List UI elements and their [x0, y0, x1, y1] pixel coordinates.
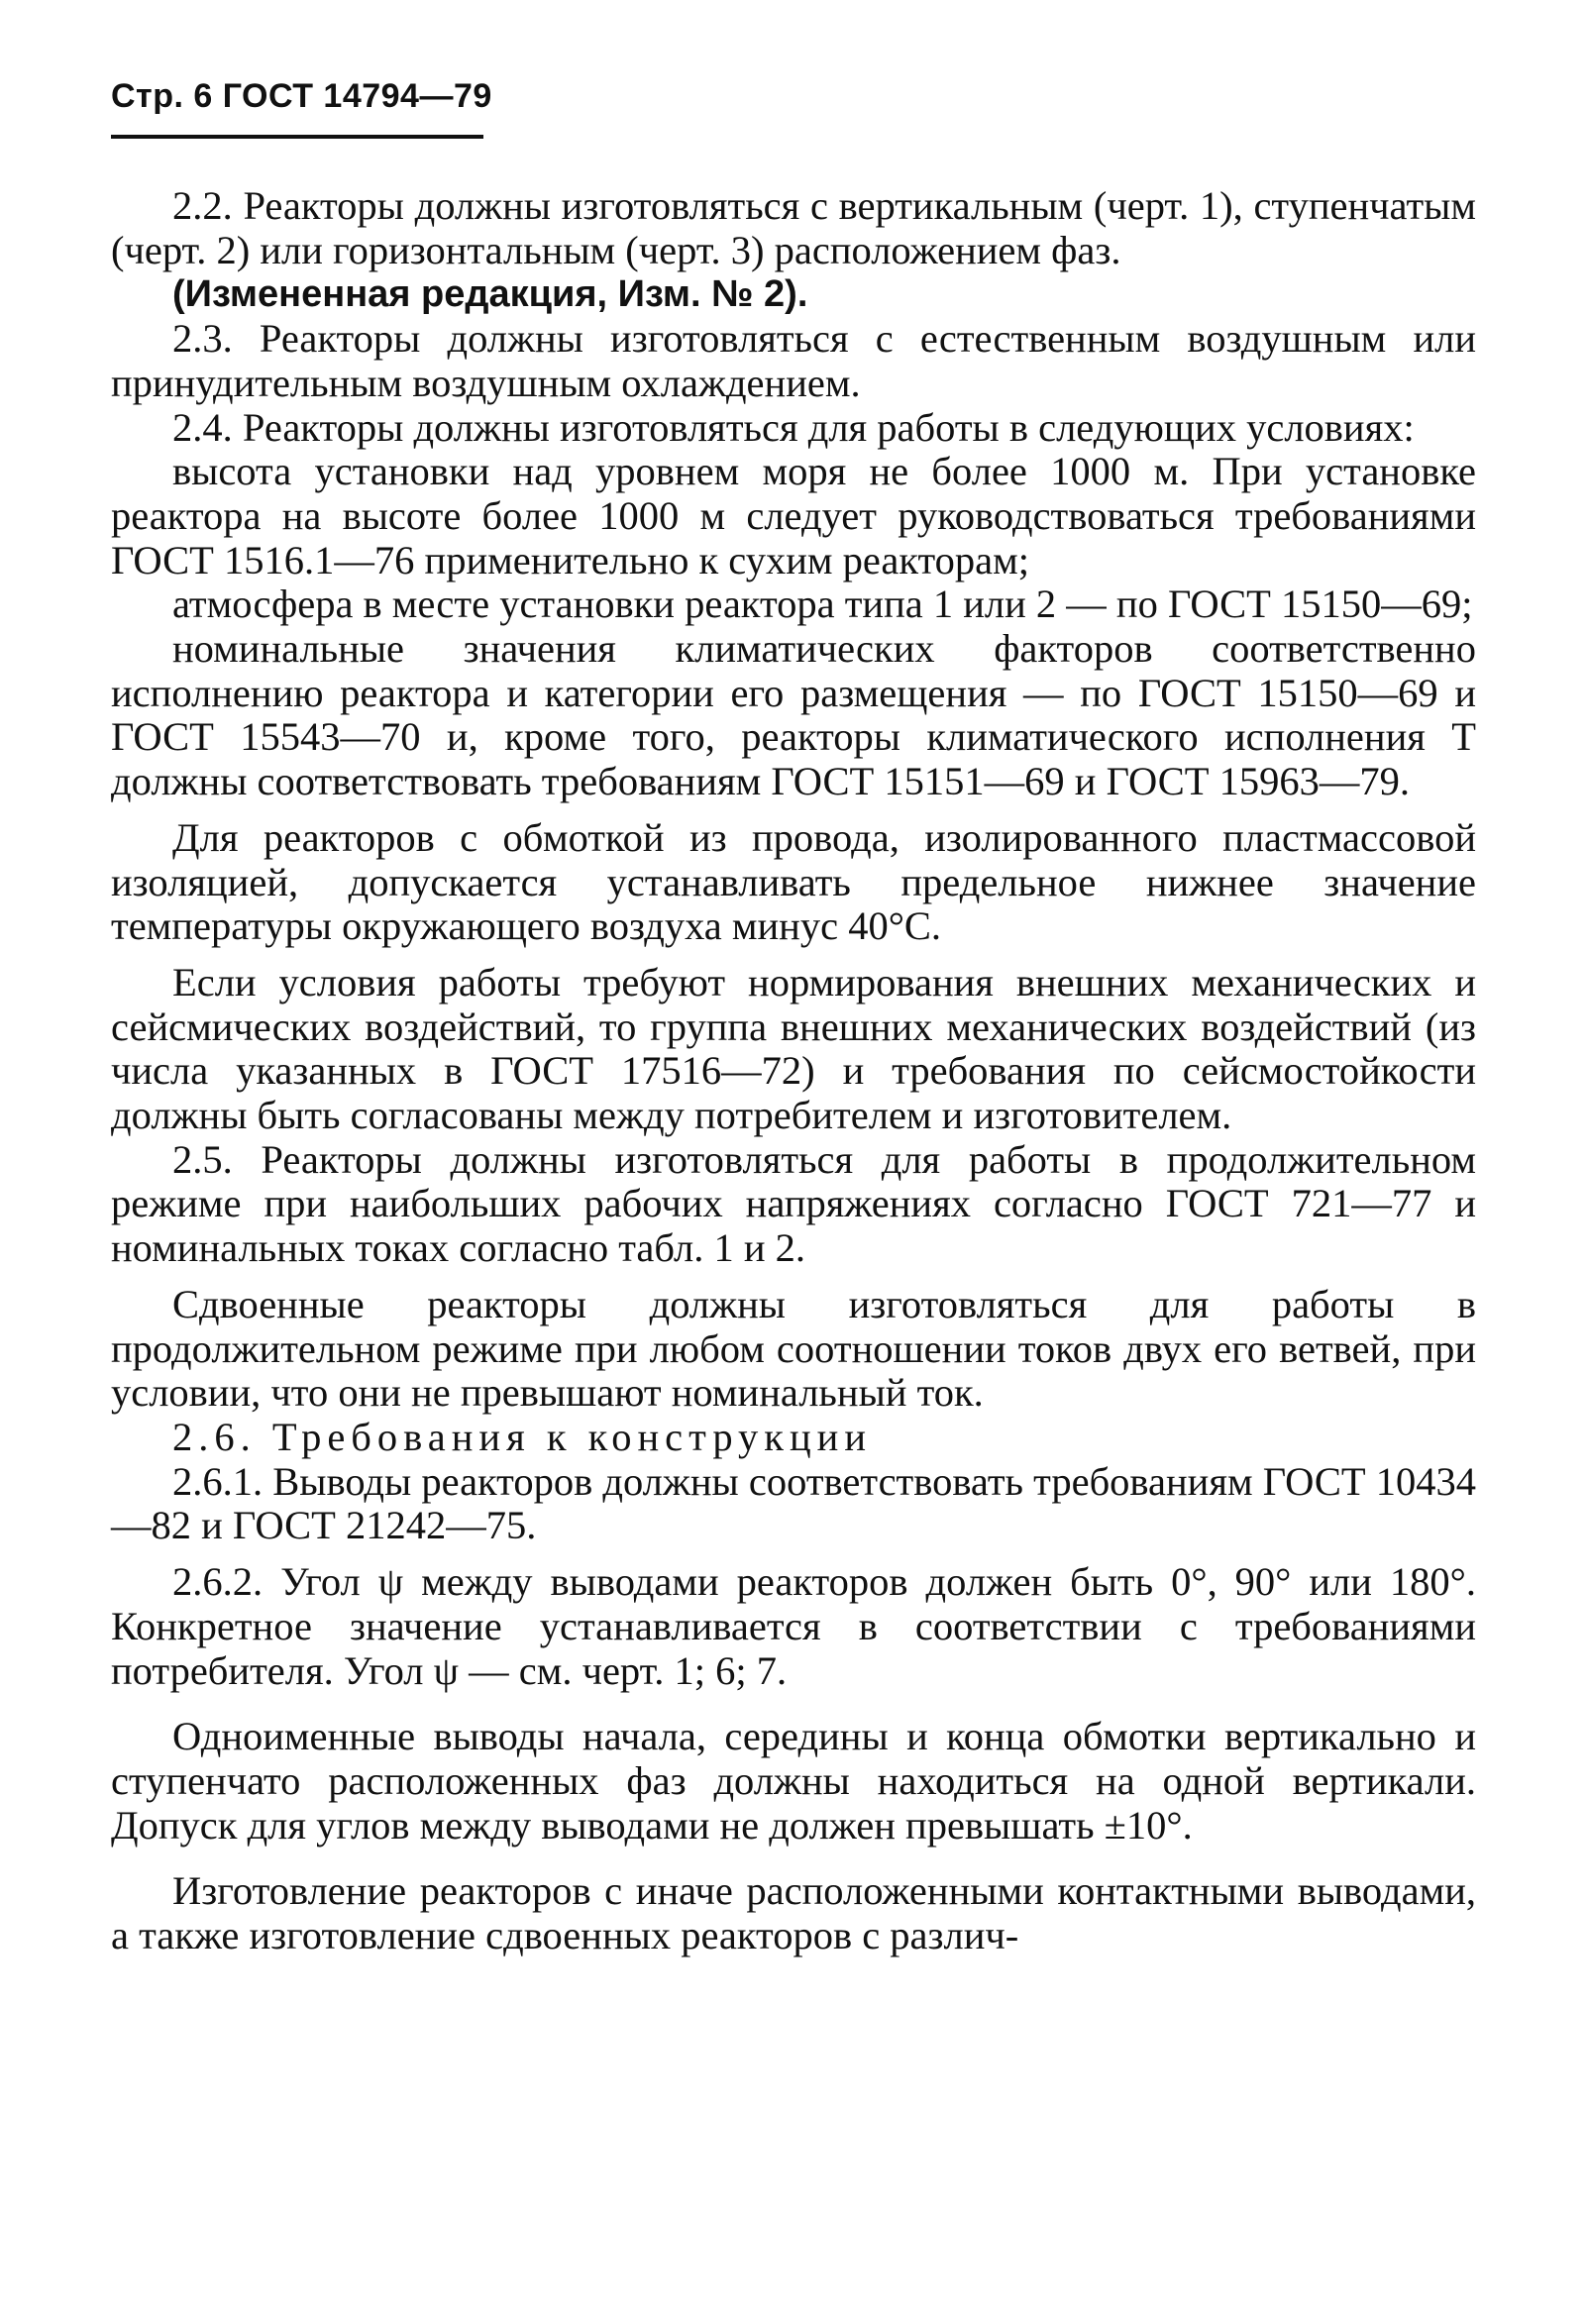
condition-altitude: высота установки над уровнем моря не более 1000 м. При установке реактора на высоте более 1000 м следует руководствоваться требованиями ГОСТ 1516.1—76 применительно к сухим реакторам;: [111, 449, 1476, 582]
paragraph-terminals: Одноименные выводы начала, середины и конца обмотки вертикально и ступенчато расположенных фаз должны находиться на одной вертикали. Допуск для углов между выводами не должен превышать ±10°.: [111, 1714, 1476, 1848]
header-rule: [111, 135, 483, 139]
paragraph-2-5: 2.5. Реакторы должны изготовляться для работы в продолжительном режиме при наибольших рабочих напряжениях согласно ГОСТ 721—77 и номинальных токах согласно табл. 1 и 2.: [111, 1136, 1476, 1271]
paragraph-2-6-1: 2.6.1. Выводы реакторов должны соответствовать требованиям ГОСТ 10434—82 и ГОСТ 21242—75.: [111, 1458, 1476, 1548]
condition-atmosphere: атмосфера в месте установки реактора типа 1 или 2 — по ГОСТ 15150—69;: [172, 581, 1473, 627]
paragraph-2-2: 2.2. Реакторы должны изготовляться с вертикальным (черт. 1), ступенчатым (черт. 2) или горизонтальным (черт. 3) расположением фаз.: [111, 183, 1476, 272]
paragraph-2-4: 2.4. Реакторы должны изготовляться для работы в следующих условиях:: [172, 404, 1415, 450]
document-body: [111, 184, 1476, 1958]
paragraph-insulation: Для реакторов с обмоткой из провода, изолированного пластмассовой изоляцией, допускается устанавливать предельное нижнее значение температуры окружающего воздуха минус 40°С.: [111, 814, 1476, 949]
condition-climatic: номинальные значения климатических факторов соответственно исполнению реактора и категории его размещения — по ГОСТ 15150—69 и ГОСТ 15543—70 и, кроме того, реакторы климатического исполнения Т должны соответствовать требованиям ГОСТ 15151—69 и ГОСТ 15963—79.: [111, 626, 1476, 804]
paragraph-twin-reactors: Сдвоенные реакторы должны изготовляться для работы в продолжительном режиме при любом соотношении токов двух его ветвей, при условии, что они не превышают номинальный ток.: [111, 1281, 1476, 1416]
paragraph-manufacturing: Изготовление реакторов с иначе расположенными контактными выводами, а также изготовление сдвоенных реакторов с различ-: [111, 1868, 1476, 1958]
amendment-note: (Измененная редакция, Изм. № 2).: [172, 273, 808, 316]
section-2-6-heading: 2.6. Требования к конструкции: [172, 1414, 872, 1459]
page-header: Стр. 6 ГОСТ 14794—79: [111, 77, 492, 115]
paragraph-2-3: 2.3. Реакторы должны изготовляться с естественным воздушным или принудительным воздушным охлаждением.: [111, 316, 1476, 405]
paragraph-mechanical: Если условия работы требуют нормирования внешних механических и сейсмических воздействий, то группа внешних механических воздействий (из числа указанных в ГОСТ 17516—72) и требования по сейсмостойкости должны быть согласованы между потребителем и изготовителем.: [111, 959, 1476, 1138]
paragraph-2-6-2: 2.6.2. Угол ψ между выводами реакторов должен быть 0°, 90° или 180°. Конкретное значение устанавливается в соответствии с требованиями потребителя. Угол ψ — см. черт. 1; 6; 7.: [111, 1559, 1476, 1693]
